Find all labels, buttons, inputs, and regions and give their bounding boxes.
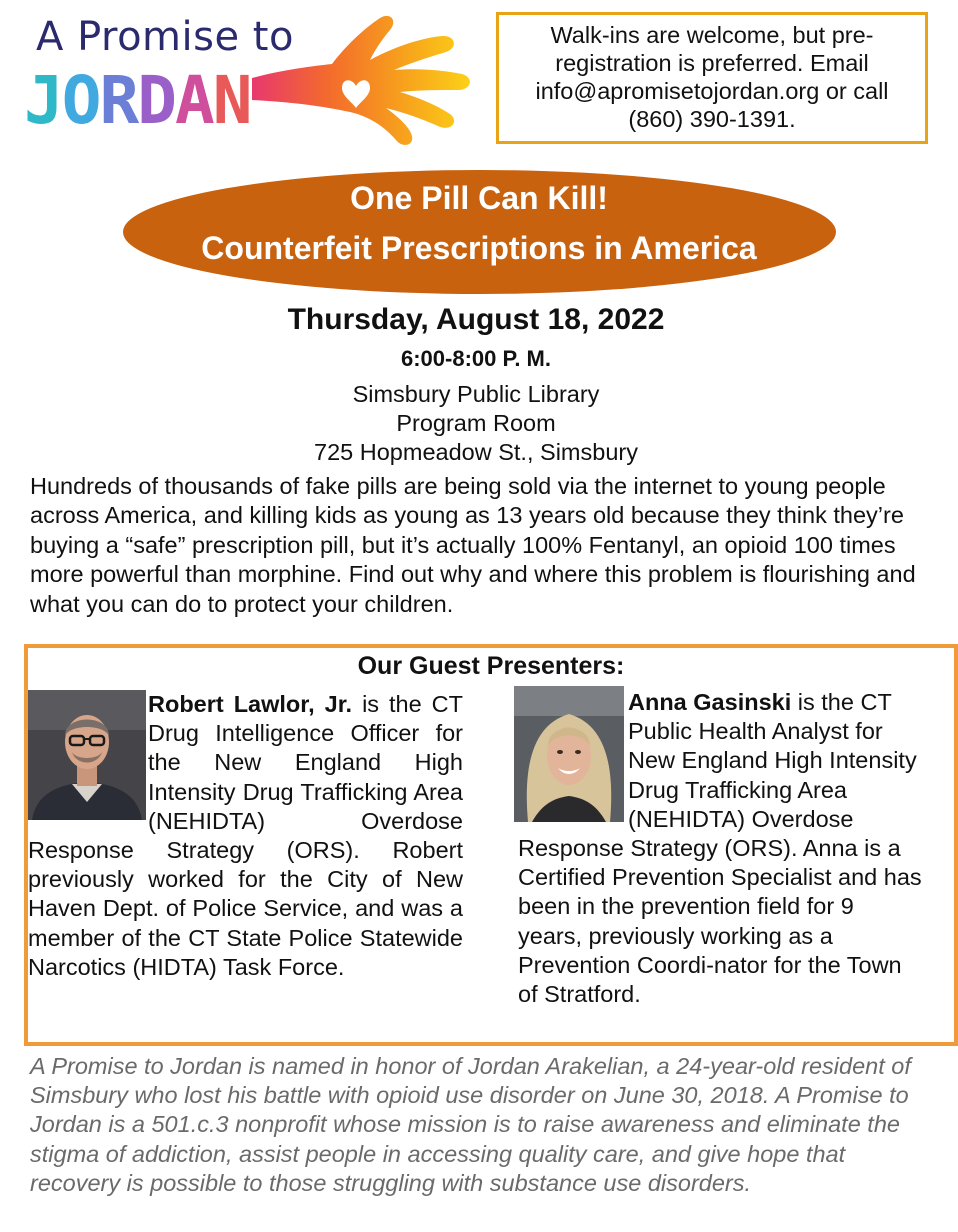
logo-letter: O	[61, 62, 100, 139]
presenters-heading: Our Guest Presenters:	[357, 652, 625, 680]
presenter-bio-anna	[518, 688, 924, 1009]
event-date: Thursday, August 18, 2022	[287, 303, 665, 336]
registration-notice: Walk-ins are welcome, but pre-registration is preferred. Email info@apromisetojordan.org or call (860) 390-1391.	[496, 12, 928, 144]
event-venue	[0, 380, 952, 467]
presenter-name: Robert Lawlor, Jr.	[148, 691, 353, 717]
venue-room: Program Room	[396, 410, 556, 436]
intro-paragraph: Hundreds of thousands of fake pills are being sold via the internet to young people across America, and killing kids as young as 13 years old because they think they’re buying a “safe” prescription pill, but it’s actually 100% Fentanyl, an opioid 100 times more powerful than morphine. Find out why and where this problem is flourishing and what you can do to protect your children.	[30, 473, 916, 617]
presenter-name: Anna Gasinski	[628, 689, 792, 715]
logo-wordmark	[24, 62, 251, 139]
logo-tagline: A Promise to	[36, 14, 294, 60]
hand-heart-icon	[252, 8, 472, 148]
venue-name: Simsbury Public Library	[352, 381, 600, 407]
banner-title: One Pill Can Kill!	[350, 180, 608, 216]
organization-logo	[22, 8, 472, 148]
presenter-bio-text: is the CT Public Health Analyst for New England High Intensity Drug Trafficking Area (NEHIDTA) Overdose Response Strategy (ORS). Anna is a Certified Prevention Specialist and has been in the prevention field for 9 years, previously working as a Prevention Coordi-nator for the Town of Stratford.	[518, 689, 922, 1008]
mission-statement: A Promise to Jordan is named in honor of Jordan Arakelian, a 24-year-old resident of Simsbury who lost his battle with opioid use disorder on June 30, 2018. A Promise to Jordan is a 501.c.3 nonprofit whose mission is to raise awareness and eliminate the stigma of addiction, assist people in accessing quality care, and give hope that recovery is possible to those struggling with substance use disorders.	[30, 1053, 911, 1196]
logo-letter: J	[24, 62, 62, 139]
presenter-bio-text: is the CT Drug Intelligence Officer for the New England High Intensity Drug Trafficking Area (NEHIDTA) Overdose Response Strategy (ORS). Robert previously worked for the City of New Haven Dept. of Police Service, and was a member of the CT State Police Statewide Narcotics (HIDTA) Task Force.	[28, 691, 463, 980]
logo-letter: N	[212, 62, 251, 139]
logo-letter: R	[99, 62, 138, 139]
presenter-bio-robert	[28, 690, 463, 982]
logo-letter: D	[137, 62, 175, 139]
banner-subtitle: Counterfeit Prescriptions in America	[201, 230, 757, 266]
venue-address: 725 Hopmeadow St., Simsbury	[314, 439, 638, 465]
event-time: 6:00-8:00 P. M.	[400, 346, 551, 371]
logo-letter: A	[175, 62, 213, 139]
